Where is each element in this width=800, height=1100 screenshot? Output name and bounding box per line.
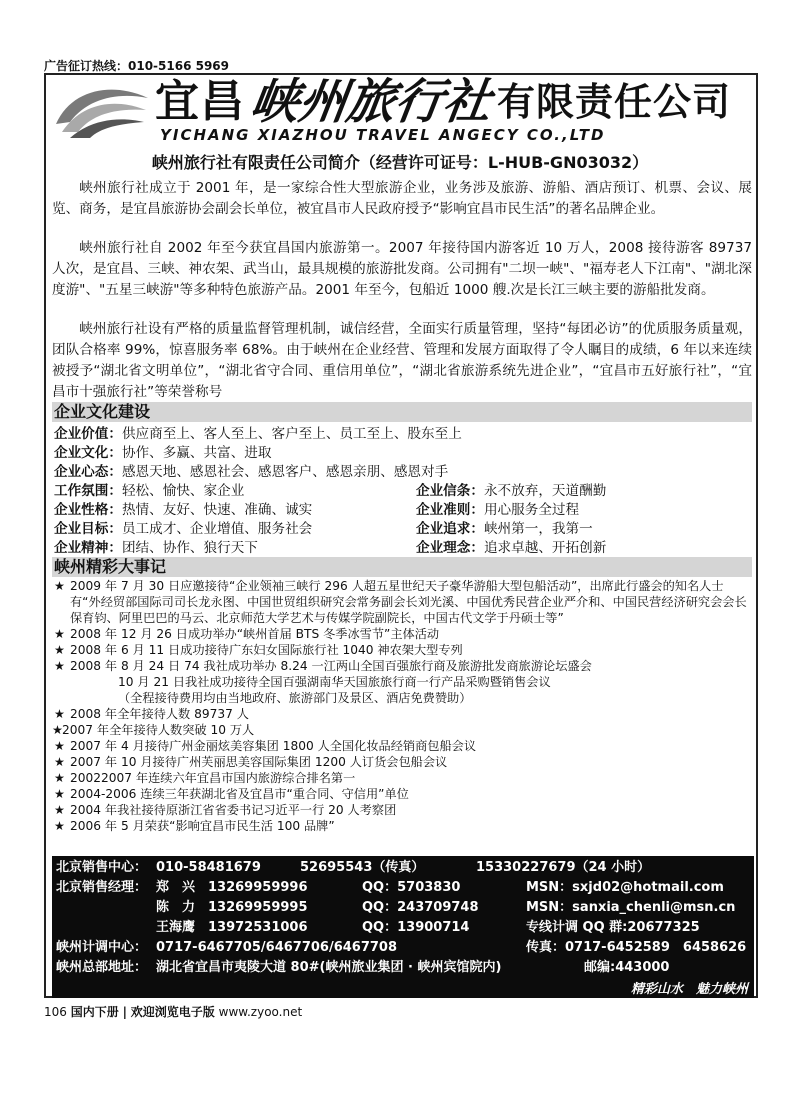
page-number: 106 — [44, 1005, 67, 1019]
culture-row — [54, 538, 258, 558]
event-text: 2007 年 10 月接待广州芙丽思美容国际集团 1200 人订货会包船会议 — [70, 755, 448, 769]
star-icon: ★ — [54, 659, 65, 673]
culture-row — [54, 443, 272, 463]
contact-label: 北京销售经理： — [56, 880, 148, 895]
manager-qq: QQ：243709748 — [362, 900, 479, 915]
culture-value: 用心服务全过程 — [483, 502, 580, 518]
brand-suffix: 有限责任公司 — [497, 79, 732, 124]
slogan: 精彩山水 魅力峡州 — [630, 982, 748, 997]
culture-value: 团结、协作、狼行天下 — [121, 540, 258, 556]
culture-row — [416, 500, 579, 520]
event-text: 2008 年 12 月 26 日成功举办“峡州首届 BTS 冬季冰雪节”主体活动 — [70, 627, 440, 641]
event-text: 2007 年全年接待人数突破 10 万人 — [62, 723, 255, 737]
star-icon: ★ — [54, 755, 65, 769]
star-icon: ★ — [54, 579, 65, 593]
dispatch-fax: 传真：0717-6452589 6458626 — [526, 940, 747, 955]
manager-name: 郑 兴 — [156, 880, 196, 895]
culture-value: 员工成才、企业增值、服务社会 — [121, 521, 313, 537]
event-text: 2009 年 7 月 30 日应邀接待“企业领袖三峡行 296 人超五星世纪天子豪华游船大型包船活动”，出席此行盛会的知名人士有“外经贸部国际司司长龙永图、中国世贸组织研究会常务副会长刘光溪、中国优秀民营企业严介和、中国民营经济研究会会长保育钧、阿里巴巴的马云、北京师范大学艺术与传媒学院副院长，中国古代文学于丹硕士等” — [70, 579, 747, 625]
brand-english-name: YICHANG XIAZHOU TRAVEL ANGECY CO.,LTD — [160, 126, 606, 144]
culture-label: 企业价值： — [54, 426, 122, 442]
culture-label: 企业目标： — [54, 521, 122, 537]
culture-label: 企业精神： — [54, 540, 122, 556]
culture-value: 热情、友好、快速、准确、诚实 — [121, 502, 313, 518]
list-item — [52, 770, 752, 786]
manager-qq: QQ：5703830 — [362, 880, 461, 895]
star-icon: ★ — [54, 787, 65, 801]
culture-value: 峡州第一，我第一 — [483, 521, 593, 537]
culture-label: 企业性格： — [54, 502, 122, 518]
culture-row — [416, 519, 593, 539]
intro-paragraph: 峡州旅行社成立于 2001 年，是一家综合性大型旅游企业，业务涉及旅游、游船、酒店预订、机票、会议、展览、商务，是宜昌旅游协会副会长单位，被宜昌市人民政府授予“影响宜昌市民生活”的著名品牌企业。 — [52, 180, 752, 217]
event-text: （全程接待费用均由当地政府、旅游部门及景区、酒店免费赞助） — [118, 691, 472, 705]
events-list — [52, 578, 752, 834]
star-icon: ★ — [54, 627, 65, 641]
culture-label: 企业追求： — [416, 521, 484, 537]
hq-address: 湖北省宜昌市夷陵大道 80#(峡州旅业集团 · 峡州宾馆院内) — [156, 960, 502, 975]
culture-value: 追求卓越、开拓创新 — [483, 540, 607, 556]
event-text: 2008 年全年接待人数 89737 人 — [70, 707, 249, 721]
manager-phone: 13972531006 — [208, 920, 308, 935]
star-icon: ★ — [54, 739, 65, 753]
list-item — [52, 626, 752, 642]
contact-phone: 010-58481679 — [156, 860, 261, 875]
culture-row — [416, 481, 606, 501]
qq-group: 专线计调 QQ 群:20677325 — [526, 920, 700, 935]
brand-prefix: 宜昌 — [155, 76, 245, 127]
culture-row — [54, 462, 448, 482]
culture-label: 企业理念： — [416, 540, 484, 556]
list-item — [52, 658, 752, 674]
hq-postcode: 邮编:443000 — [584, 960, 670, 975]
star-icon: ★ — [52, 723, 63, 737]
events-section-heading: 峡州精彩大事记 — [52, 557, 752, 577]
contact-fax: 52695543（传真） — [300, 860, 425, 875]
manager-qq: QQ：13900714 — [362, 920, 470, 935]
culture-label: 工作氛围： — [54, 483, 122, 499]
contact-label: 峡州计调中心： — [56, 940, 148, 955]
manager-name: 陈 力 — [156, 900, 196, 915]
culture-label: 企业信条： — [416, 483, 484, 499]
list-item — [52, 738, 752, 754]
contact-label: 北京销售中心： — [56, 860, 148, 875]
star-icon: ★ — [54, 819, 65, 833]
culture-row — [54, 500, 312, 520]
intro-title: 峡州旅行社有限责任公司简介（经营许可证号：L-HUB-GN03032） — [151, 153, 649, 172]
star-icon: ★ — [54, 771, 65, 785]
manager-name: 王海鹰 — [156, 920, 196, 935]
culture-row — [54, 481, 244, 501]
contact-mobile: 15330227679（24 小时） — [476, 860, 651, 875]
event-text: 2004 年我社接待原浙江省省委书记习近平一行 20 人考察团 — [70, 803, 397, 817]
company-logo-text — [155, 74, 755, 130]
culture-label: 企业准则： — [416, 502, 484, 518]
intro-paragraph: 峡州旅行社自 2002 年至今获宜昌国内旅游第一。2007 年接待国内游客近 10 万人，2008 接待游客 89737 人次，是宜昌、三峡、神农架、武当山，最具规模的旅游批发商。公司拥有"二坝一峡"、"福寿老人下江南"、"湖北深度游"、"五星三峡游"等多种特色旅游产品。2001 年至今，包船近 1000 艘.次是长江三峡主要的游船批发商。 — [52, 240, 752, 298]
contact-label: 峡州总部地址： — [56, 960, 148, 975]
event-text: 2008 年 8 月 24 日 74 我社成功举办 8.24 一江两山全国百强旅行商及旅游批发商旅游论坛盛会 — [70, 659, 592, 673]
footer-divider: | — [122, 1005, 127, 1019]
culture-row — [416, 538, 606, 558]
culture-row — [54, 519, 312, 539]
manager-phone: 13269959996 — [208, 880, 308, 895]
culture-value: 轻松、愉快、家企业 — [121, 483, 245, 499]
star-icon: ★ — [54, 707, 65, 721]
manager-msn: MSN：sxjd02@hotmail.com — [526, 880, 724, 895]
culture-label: 企业心态： — [54, 464, 122, 480]
event-text: 2008 年 6 月 11 日成功接待广东妇女国际旅行社 1040 神农架大型专列 — [70, 643, 463, 657]
event-text: 10 月 21 日我社成功接待全国百强湖南华天国旅旅行商一行产品采购暨销售会议 — [118, 675, 551, 689]
list-item — [52, 802, 752, 818]
list-item — [52, 754, 752, 770]
culture-value: 协作、多赢、共富、进取 — [121, 445, 272, 461]
footer-url: www.zyoo.net — [218, 1005, 303, 1019]
culture-row — [54, 424, 462, 444]
swirl-logo-icon — [52, 80, 152, 140]
manager-phone: 13269959995 — [208, 900, 308, 915]
brand-art-name: 峡州旅行社 — [247, 74, 495, 130]
dispatch-phones: 0717-6467705/6467706/6467708 — [156, 940, 398, 955]
contact-bar — [52, 856, 754, 998]
event-text: 2007 年 4 月接待广州金丽炫美容集团 1800 人全国化妆品经销商包船会议 — [70, 739, 477, 753]
page-footer — [44, 1003, 302, 1020]
star-icon: ★ — [54, 803, 65, 817]
footer-section: 国内下册 — [70, 1005, 119, 1019]
list-item — [52, 674, 752, 690]
event-text: 2004-2006 连续三年获湖北省及宜昌市“重合同、守信用”单位 — [70, 787, 409, 801]
culture-value: 感恩天地、感恩社会、感恩客户、感恩亲朋、感恩对手 — [121, 464, 449, 480]
event-text: 20022007 年连续六年宜昌市国内旅游综合排名第一 — [70, 771, 356, 785]
event-text: 2006 年 5 月荣获“影响宜昌市民生活 100 品牌” — [70, 819, 335, 833]
culture-section-heading: 企业文化建设 — [52, 402, 752, 422]
list-item — [52, 786, 752, 802]
list-item — [52, 706, 752, 722]
list-item — [52, 642, 752, 658]
manager-msn: MSN：sanxia_chenli@msn.cn — [526, 900, 736, 915]
footer-cta: 欢迎浏览电子版 — [130, 1005, 215, 1019]
culture-value: 供应商至上、客人至上、客户至上、员工至上、股东至上 — [121, 426, 462, 442]
intro-paragraph: 峡州旅行社设有严格的质量监督管理机制，诚信经营，全面实行质量管理，坚持“每团必访”的优质服务质量观，团队合格率 99%，惊喜服务率 68%。由于峡州在企业经营、管理和发展方面取得了令人瞩目的成绩，6 年以来连续被授予“湖北省文明单位”，“湖北省守合同、重信用单位”，“湖北省旅游系统先进企业”，“宜昌市五好旅行社”，“宜昌市十强旅行社”等荣誉称号 — [52, 321, 752, 400]
list-item — [52, 690, 752, 706]
list-item — [52, 818, 752, 834]
ad-hotline: 广告征订热线：010-5166 5969 — [44, 59, 230, 73]
star-icon: ★ — [54, 643, 65, 657]
culture-value: 永不放弃，天道酬勤 — [483, 483, 607, 499]
list-item — [52, 578, 752, 626]
culture-label: 企业文化： — [54, 445, 122, 461]
list-item — [52, 722, 752, 738]
